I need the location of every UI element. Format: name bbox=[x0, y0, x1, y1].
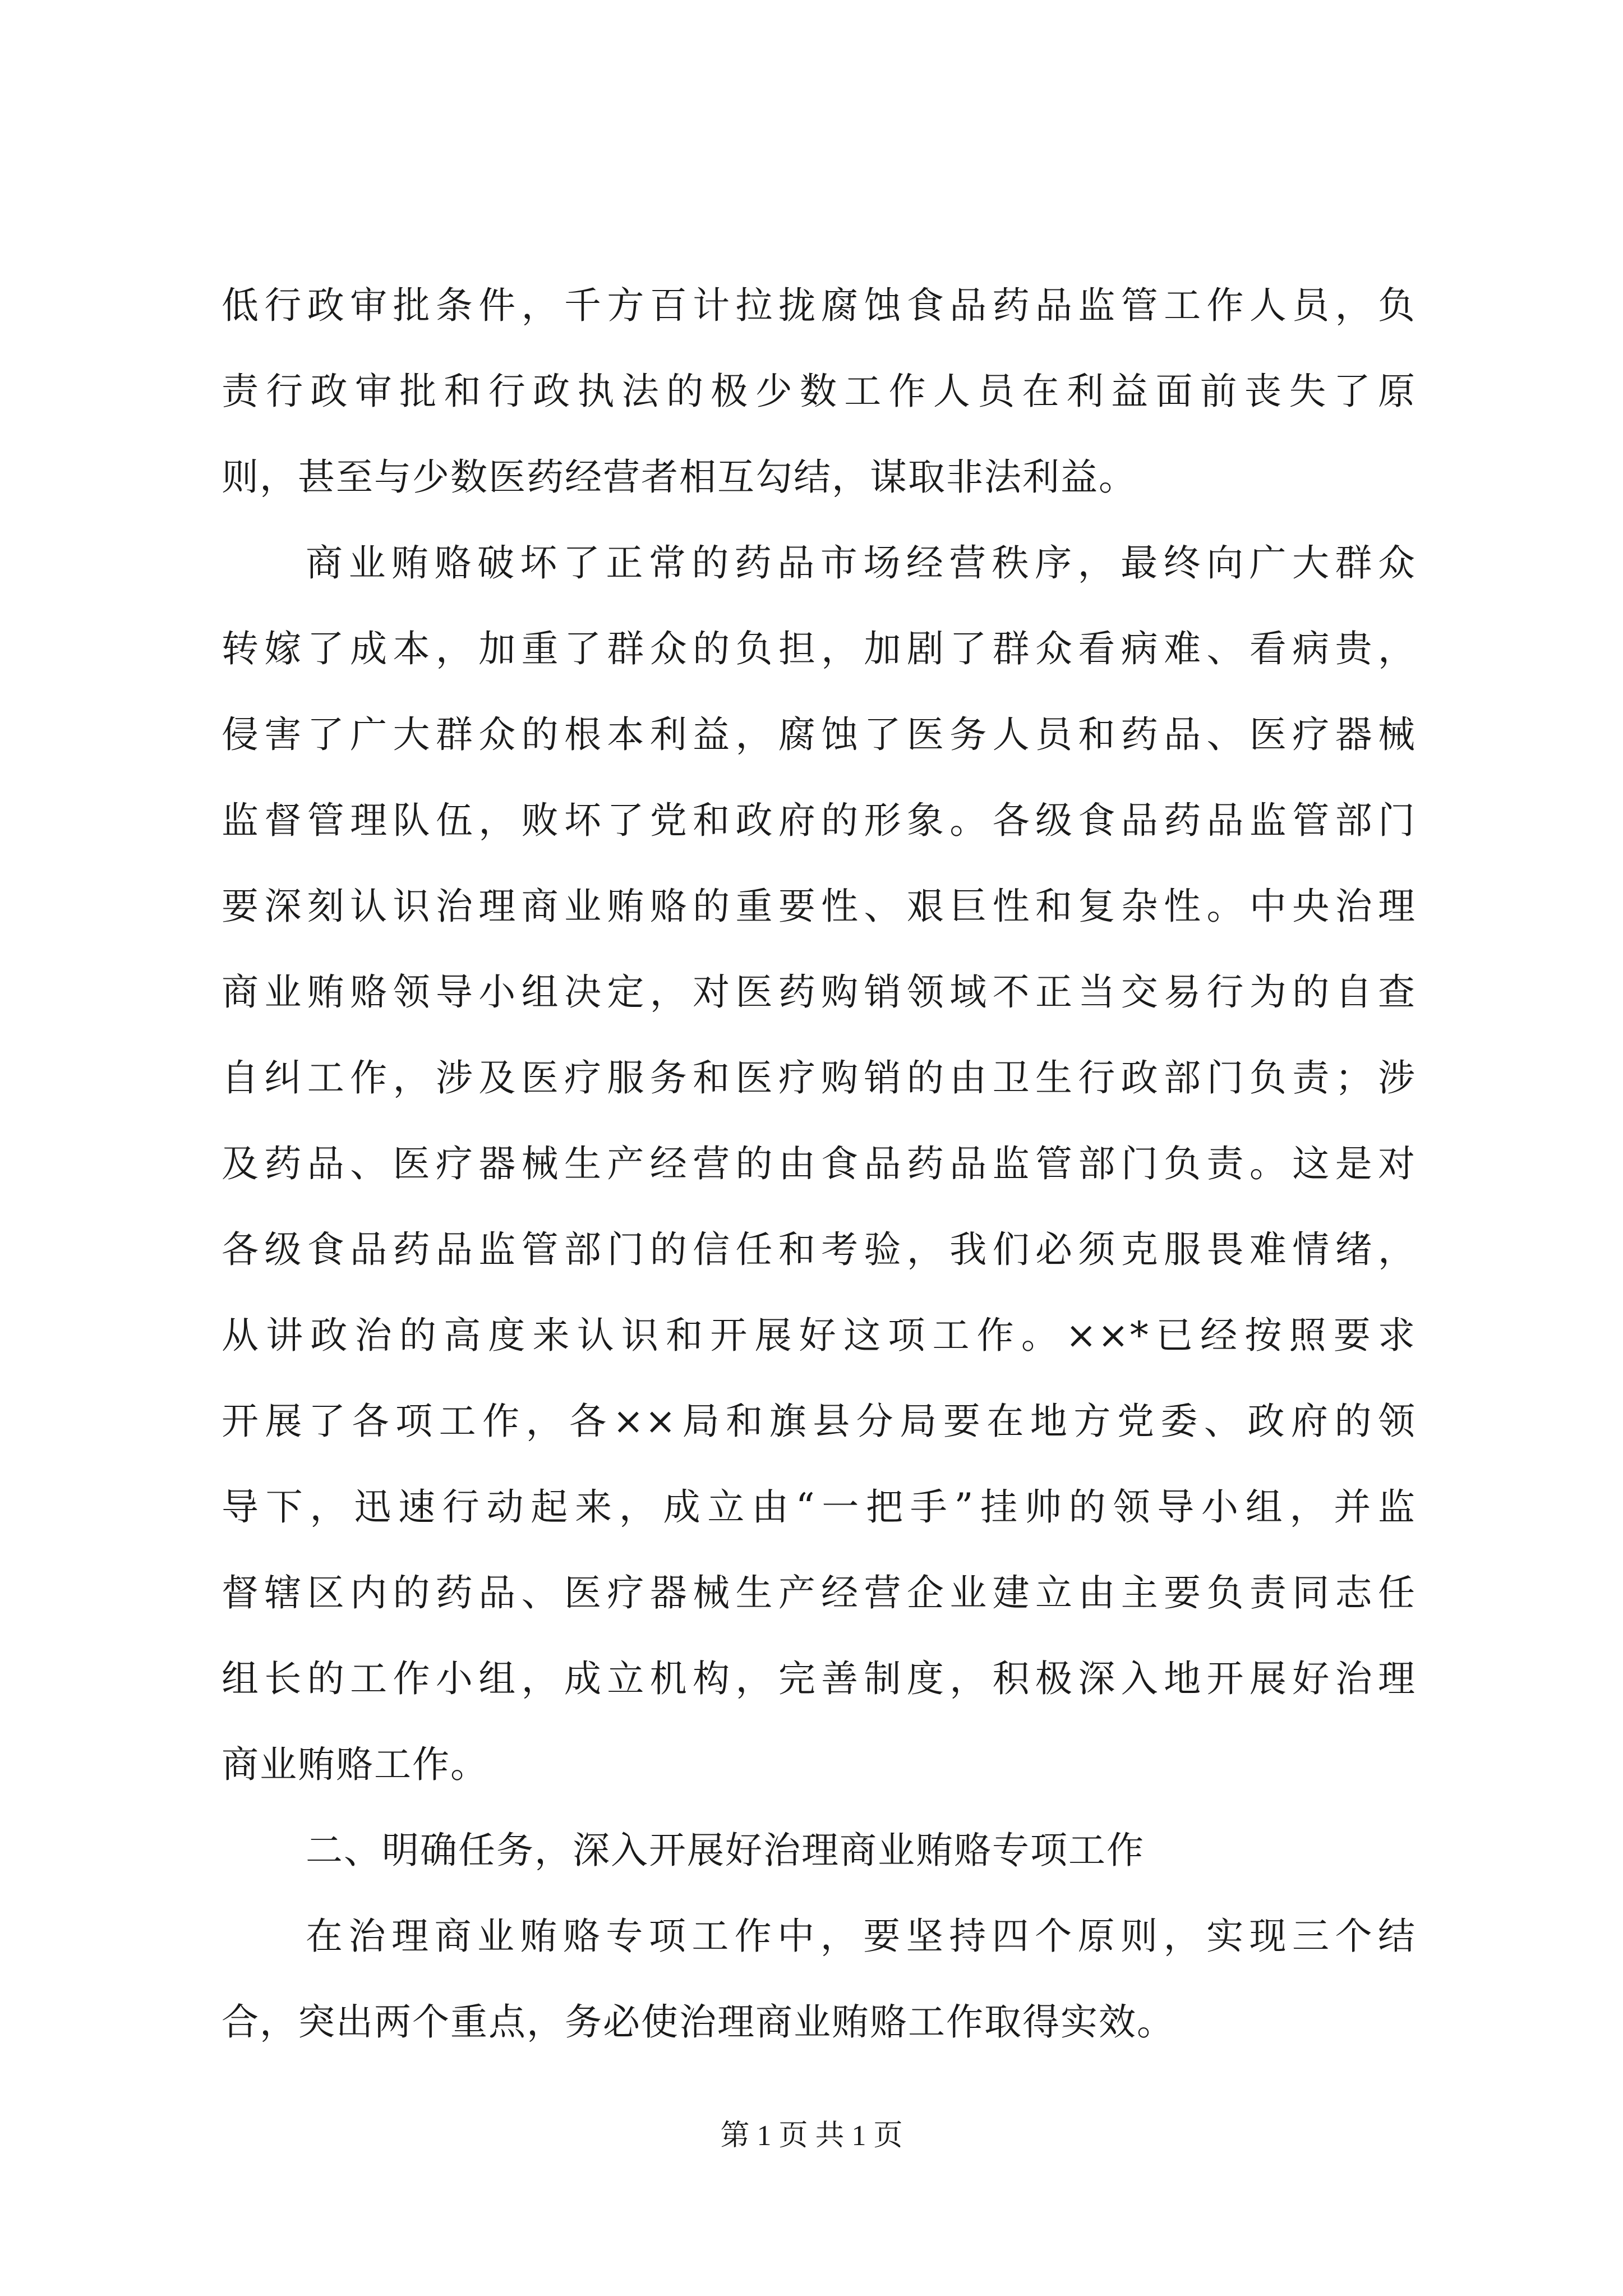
text-line: 商业贿赂领导小组决定，对医药购销领域不正当交易行为的自查 bbox=[222, 970, 1416, 1014]
text-line: 及药品、医疗器械生产经营的由食品药品监管部门负责。这是对 bbox=[222, 1142, 1416, 1185]
text-line: 则，甚至与少数医药经营者相互勾结，谋取非法利益。 bbox=[222, 455, 1137, 499]
text-line: 商业贿赂工作。 bbox=[222, 1743, 488, 1786]
section-heading: 二、明确任务，深入开展好治理商业贿赂专项工作 bbox=[306, 1829, 1145, 1872]
text-line: 导下，迅速行动起来，成立由“一把手”挂帅的领导小组，并监 bbox=[222, 1485, 1416, 1529]
text-line: 监督管理队伍，败坏了党和政府的形象。各级食品药品监管部门 bbox=[222, 799, 1416, 842]
text-line: 侵害了广大群众的根本利益，腐蚀了医务人员和药品、医疗器械 bbox=[222, 713, 1416, 756]
text-line: 合，突出两个重点，务必使治理商业贿赂工作取得实效。 bbox=[222, 2000, 1175, 2044]
text-line: 从讲政治的高度来认识和开展好这项工作。××*已经按照要求 bbox=[222, 1314, 1416, 1357]
text-line: 转嫁了成本，加重了群众的负担，加剧了群众看病难、看病贵， bbox=[222, 627, 1416, 670]
text-line: 督辖区内的药品、医疗器械生产经营企业建立由主要负责同志任 bbox=[222, 1571, 1416, 1614]
text-line: 自纠工作，涉及医疗服务和医疗购销的由卫生行政部门负责；涉 bbox=[222, 1056, 1416, 1099]
page-footer: 第 1 页 共 1 页 bbox=[720, 2120, 903, 2152]
text-line: 各级食品药品监管部门的信任和考验，我们必须克服畏难情绪， bbox=[222, 1228, 1416, 1271]
text-line: 组长的工作小组，成立机构，完善制度，积极深入地开展好治理 bbox=[222, 1657, 1416, 1700]
text-line: 开展了各项工作，各××局和旗县分局要在地方党委、政府的领 bbox=[222, 1400, 1416, 1443]
paragraph-first-line: 在治理商业贿赂专项工作中，要坚持四个原则，实现三个结 bbox=[306, 1915, 1416, 1958]
text-line: 低行政审批条件，千方百计拉拢腐蚀食品药品监管工作人员，负 bbox=[222, 284, 1416, 327]
text-line: 要深刻认识治理商业贿赂的重要性、艰巨性和复杂性。中央治理 bbox=[222, 885, 1416, 928]
text-line: 责行政审批和行政执法的极少数工作人员在利益面前丧失了原 bbox=[222, 370, 1416, 413]
paragraph-first-line: 商业贿赂破坏了正常的药品市场经营秩序，最终向广大群众 bbox=[306, 541, 1416, 585]
